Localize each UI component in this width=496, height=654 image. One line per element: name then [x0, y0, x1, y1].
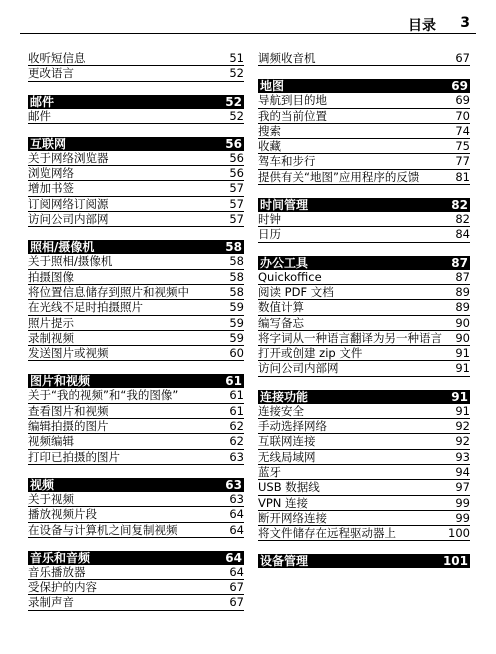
- toc-entry[interactable]: 断开网络连接 99: [258, 510, 470, 525]
- toc-entry[interactable]: 照片提示 59: [28, 315, 244, 330]
- toc-entry[interactable]: 将字词从一种语言翻译为另一种语言 90: [258, 330, 470, 345]
- toc-entry[interactable]: 在光线不足时拍摄照片 59: [28, 300, 244, 315]
- toc-entry[interactable]: 订阅网络订阅源 57: [28, 196, 244, 211]
- section-header-mail[interactable]: 邮件 52: [30, 94, 242, 109]
- toc-entry[interactable]: 更改语言 52: [28, 66, 244, 81]
- toc-entry[interactable]: 驾车和步行 77: [258, 154, 470, 169]
- toc-entry[interactable]: 音乐播放器 64: [28, 564, 244, 579]
- section-header-office-tools[interactable]: 办公工具 87: [260, 255, 468, 270]
- toc-entry[interactable]: 手动选择网络 92: [258, 419, 470, 434]
- section-header-connectivity[interactable]: 连接功能 91: [260, 389, 468, 404]
- toc-entry[interactable]: 关于“我的视频”和“我的图像” 61: [28, 388, 244, 403]
- toc-entry[interactable]: 搜索 74: [258, 123, 470, 138]
- toc-entry[interactable]: 录制视频 59: [28, 330, 244, 345]
- page-title: 目录: [408, 18, 436, 34]
- toc-entry[interactable]: 数值计算 89: [258, 300, 470, 315]
- toc-entry[interactable]: 阅读 PDF 文档 89: [258, 284, 470, 299]
- toc-left-column: [28, 51, 244, 611]
- toc-entry[interactable]: 访问公司内部网 57: [28, 212, 244, 227]
- toc-entry[interactable]: 收藏 75: [258, 139, 470, 154]
- header-rule: [20, 33, 476, 34]
- toc-entry[interactable]: USB 数据线 97: [258, 480, 470, 495]
- toc-entry[interactable]: 关于照相/摄像机 58: [28, 254, 244, 269]
- toc-entry[interactable]: 关于视频 63: [28, 491, 244, 506]
- toc-entry[interactable]: 互联网连接 92: [258, 434, 470, 449]
- section-header-maps[interactable]: 地图 69: [260, 79, 468, 94]
- toc-entry[interactable]: 打开或创建 zip 文件 91: [258, 346, 470, 361]
- toc-entry[interactable]: 访问公司内部网 91: [258, 361, 470, 376]
- toc-entry[interactable]: 将位置信息储存到照片和视频中 58: [28, 284, 244, 299]
- toc-entry[interactable]: 我的当前位置 70: [258, 108, 470, 123]
- toc-entry[interactable]: 发送图片或视频 60: [28, 346, 244, 361]
- toc-entry[interactable]: 邮件 52: [28, 108, 244, 123]
- toc-entry[interactable]: 增加书签 57: [28, 181, 244, 196]
- section-header-time-management[interactable]: 时间管理 82: [260, 198, 468, 213]
- toc-entry[interactable]: 日历 84: [258, 227, 470, 242]
- section-header-music-audio[interactable]: 音乐和音频 64: [30, 550, 242, 565]
- toc-right-column: [258, 51, 470, 568]
- toc-entry[interactable]: 收听短信息 51: [28, 51, 244, 65]
- section-header-camera[interactable]: 照相/摄像机 58: [30, 240, 242, 255]
- section-header-internet[interactable]: 互联网 56: [30, 136, 242, 151]
- toc-entry[interactable]: Quickoffice 87: [258, 269, 470, 284]
- toc-entry[interactable]: 将文件储存在远程驱动器上 100: [258, 526, 470, 541]
- toc-entry[interactable]: 关于网络浏览器 56: [28, 150, 244, 165]
- toc-entry[interactable]: 受保护的内容 67: [28, 580, 244, 595]
- toc-entry[interactable]: 连接安全 91: [258, 403, 470, 418]
- toc-entry[interactable]: 视频编辑 62: [28, 434, 244, 449]
- page-header: [0, 0, 496, 34]
- page-number: 3: [460, 15, 470, 31]
- toc-entry[interactable]: 查看图片和视频 61: [28, 403, 244, 418]
- section-header-device-management[interactable]: 设备管理 101: [260, 554, 468, 569]
- toc-entry[interactable]: 拍摄图像 58: [28, 269, 244, 284]
- toc-entry[interactable]: 时钟 82: [258, 212, 470, 227]
- section-header-photos-videos[interactable]: 图片和视频 61: [30, 374, 242, 389]
- toc-entry[interactable]: 编辑拍摄的图片 62: [28, 419, 244, 434]
- section-header-video[interactable]: 视频 63: [30, 477, 242, 492]
- toc-entry[interactable]: 蓝牙 94: [258, 464, 470, 479]
- toc-entry[interactable]: 导航到目的地 69: [258, 93, 470, 108]
- toc-entry[interactable]: 录制声音 67: [28, 595, 244, 610]
- toc-entry[interactable]: 调频收音机 67: [258, 51, 470, 65]
- toc-entry[interactable]: 在设备与计算机之间复制视频 64: [28, 522, 244, 537]
- toc-entry[interactable]: 打印已拍摄的图片 63: [28, 449, 244, 464]
- toc-entry[interactable]: 播放视频片段 64: [28, 507, 244, 522]
- toc-entry[interactable]: VPN 连接 99: [258, 495, 470, 510]
- toc-entry[interactable]: 提供有关“地图”应用程序的反馈 81: [258, 169, 470, 184]
- toc-entry[interactable]: 无线局域网 93: [258, 449, 470, 464]
- toc-entry[interactable]: 编写备忘 90: [258, 315, 470, 330]
- toc-entry[interactable]: 浏览网络 56: [28, 166, 244, 181]
